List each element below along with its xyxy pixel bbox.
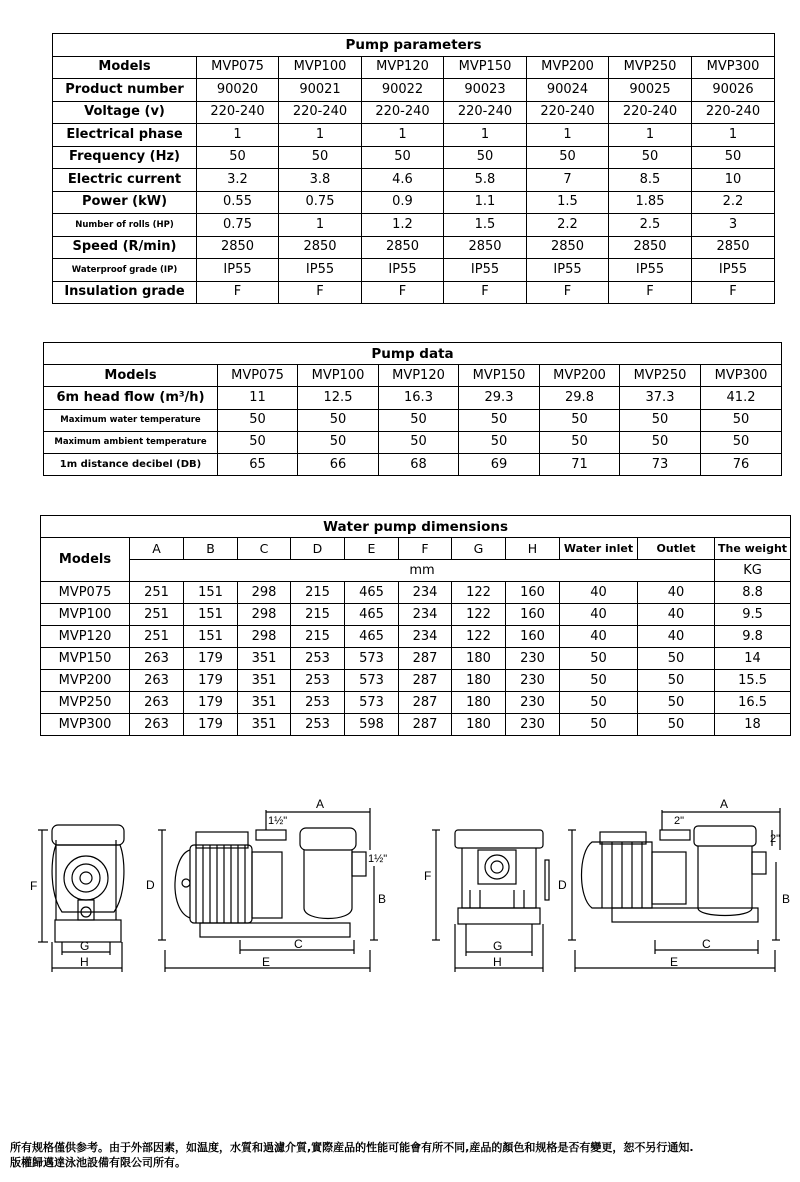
table-row — [41, 582, 791, 604]
table-cell: 2850 — [692, 236, 775, 259]
table-cell: IP55 — [692, 259, 775, 282]
table-cell: 298 — [238, 604, 291, 626]
model-header: MVP100 — [298, 365, 379, 387]
row-model: MVP200 — [41, 670, 130, 692]
model-header: MVP120 — [362, 56, 444, 79]
table-cell: IP55 — [444, 259, 527, 282]
table-cell: 7 — [527, 169, 609, 192]
row-model: MVP150 — [41, 648, 130, 670]
table-cell: 465 — [345, 604, 399, 626]
table-cell: 12.5 — [298, 387, 379, 409]
table-cell: F — [279, 281, 362, 304]
table-cell: IP55 — [197, 259, 279, 282]
table-cell: 50 — [560, 648, 638, 670]
table-cell: 253 — [291, 692, 345, 714]
row-label: Voltage (v) — [53, 101, 197, 124]
table-cell: 50 — [701, 409, 782, 431]
pump-data-table — [43, 342, 782, 476]
label-h-1: H — [80, 955, 89, 969]
row-label: Product number — [53, 79, 197, 102]
table-cell: 50 — [527, 146, 609, 169]
table-cell: 3 — [692, 214, 775, 237]
table-cell: 287 — [399, 714, 452, 736]
models-row — [44, 365, 782, 387]
footer-line-1: 所有规格僅供参考。由于外部因素，如温度，水質和過濾介質,實際産品的性能可能會有所不同,産品的顏色和规格是否有變更，恕不另行通知. — [10, 1141, 694, 1154]
table-cell: 160 — [506, 582, 560, 604]
label-g-1: G — [80, 939, 90, 953]
table-cell: 71 — [540, 453, 620, 475]
model-header: MVP300 — [701, 365, 782, 387]
unit-kg: KG — [715, 560, 791, 582]
table-cell: 1.5 — [527, 191, 609, 214]
table-cell: 16.5 — [715, 692, 791, 714]
row-label: 1m distance decibel (DB) — [44, 453, 218, 475]
model-header: MVP150 — [459, 365, 540, 387]
table-cell: 50 — [218, 431, 298, 453]
models-label: Models — [53, 56, 197, 79]
table-cell: 50 — [279, 146, 362, 169]
row-label: Waterproof grade (IP) — [53, 259, 197, 282]
units-row — [41, 560, 791, 582]
table-cell: 2850 — [609, 236, 692, 259]
table-cell: 50 — [298, 431, 379, 453]
label-d-2: D — [558, 878, 567, 892]
table-cell: F — [692, 281, 775, 304]
table-cell: 230 — [506, 648, 560, 670]
table-cell: 351 — [238, 648, 291, 670]
row-label: Power (kW) — [53, 191, 197, 214]
table-cell: 220-240 — [279, 101, 362, 124]
table-cell: 263 — [130, 670, 184, 692]
table-cell: 151 — [184, 582, 238, 604]
table-cell: 180 — [452, 648, 506, 670]
table-cell: 0.75 — [197, 214, 279, 237]
table-cell: 179 — [184, 648, 238, 670]
table-cell: 230 — [506, 670, 560, 692]
row-model: MVP300 — [41, 714, 130, 736]
table-row — [44, 409, 782, 431]
row-model: MVP075 — [41, 582, 130, 604]
table-cell: 40 — [560, 604, 638, 626]
label-pipe-large-1: 2" — [674, 815, 685, 827]
table-cell: 0.75 — [279, 191, 362, 214]
table-cell: 2850 — [197, 236, 279, 259]
table-cell: 253 — [291, 648, 345, 670]
table-cell: 10 — [692, 169, 775, 192]
label-pipe-large-2: 2" — [770, 833, 781, 845]
table-row — [53, 281, 775, 304]
table-cell: F — [197, 281, 279, 304]
model-header: MVP250 — [620, 365, 701, 387]
table-cell: 230 — [506, 692, 560, 714]
label-a-2: A — [720, 797, 729, 811]
model-header: MVP300 — [692, 56, 775, 79]
table-cell: 0.55 — [197, 191, 279, 214]
table-cell: 50 — [197, 146, 279, 169]
table-cell: 40 — [638, 582, 715, 604]
table-cell: 50 — [638, 670, 715, 692]
row-label: Speed (R/min) — [53, 236, 197, 259]
table-row — [41, 648, 791, 670]
table-cell: 1 — [197, 124, 279, 147]
row-label: Insulation grade — [53, 281, 197, 304]
table-cell: F — [362, 281, 444, 304]
table-cell: 251 — [130, 582, 184, 604]
model-header: MVP120 — [379, 365, 459, 387]
table-cell: 160 — [506, 604, 560, 626]
row-label: 6m head flow (m³/h) — [44, 387, 218, 409]
model-header: MVP075 — [218, 365, 298, 387]
table-cell: 251 — [130, 604, 184, 626]
front-view-large-pump — [432, 830, 549, 972]
label-h-2: H — [493, 955, 502, 969]
table-cell: 29.3 — [459, 387, 540, 409]
table-cell: 1.1 — [444, 191, 527, 214]
table-cell: 50 — [298, 409, 379, 431]
table-cell: 50 — [540, 409, 620, 431]
table-cell: 573 — [345, 692, 399, 714]
table-cell: 179 — [184, 692, 238, 714]
label-pipe-small-1: 1½" — [268, 815, 288, 827]
table-cell: IP55 — [362, 259, 444, 282]
row-label: Maximum water temperature — [44, 409, 218, 431]
table-cell: 14 — [715, 648, 791, 670]
table-cell: 253 — [291, 670, 345, 692]
table-row — [44, 453, 782, 475]
model-header: MVP200 — [527, 56, 609, 79]
table-cell: 298 — [238, 582, 291, 604]
table-cell: 50 — [218, 409, 298, 431]
table-cell: 8.5 — [609, 169, 692, 192]
row-model: MVP120 — [41, 626, 130, 648]
table-cell: 215 — [291, 604, 345, 626]
table-cell: 40 — [560, 626, 638, 648]
column-header: G — [452, 538, 506, 560]
table-cell: 16.3 — [379, 387, 459, 409]
table-cell: 76 — [701, 453, 782, 475]
table-cell: 234 — [399, 582, 452, 604]
models-label: Models — [44, 365, 218, 387]
row-label: Electric current — [53, 169, 197, 192]
table-cell: 351 — [238, 714, 291, 736]
table-cell: 50 — [638, 714, 715, 736]
label-b-2: B — [782, 892, 791, 906]
table-cell: 9.8 — [715, 626, 791, 648]
table-cell: 230 — [506, 714, 560, 736]
table-cell: IP55 — [279, 259, 362, 282]
table-cell: 50 — [379, 409, 459, 431]
table-cell: 68 — [379, 453, 459, 475]
table-cell: 66 — [298, 453, 379, 475]
label-c-2: C — [702, 937, 711, 951]
model-header: MVP200 — [540, 365, 620, 387]
table-row — [53, 191, 775, 214]
table-cell: 41.2 — [701, 387, 782, 409]
label-e-2: E — [670, 955, 679, 969]
table-cell: F — [444, 281, 527, 304]
table-cell: 465 — [345, 582, 399, 604]
models-label: Models — [41, 538, 130, 582]
model-header: MVP250 — [609, 56, 692, 79]
table-cell: 50 — [701, 431, 782, 453]
label-d-1: D — [146, 878, 155, 892]
table-cell: 50 — [379, 431, 459, 453]
table-cell: 2850 — [362, 236, 444, 259]
table-cell: 90021 — [279, 79, 362, 102]
table-row — [53, 259, 775, 282]
table-cell: 73 — [620, 453, 701, 475]
table-cell: 65 — [218, 453, 298, 475]
table-cell: 2.2 — [527, 214, 609, 237]
columns-row — [41, 538, 791, 560]
models-row — [53, 56, 775, 79]
table-cell: 1 — [444, 124, 527, 147]
table-cell: 160 — [506, 626, 560, 648]
table-cell: 90020 — [197, 79, 279, 102]
table-cell: 287 — [399, 670, 452, 692]
table-cell: 1.5 — [444, 214, 527, 237]
model-header: MVP150 — [444, 56, 527, 79]
table-cell: 351 — [238, 692, 291, 714]
table-cell: 220-240 — [362, 101, 444, 124]
table-cell: 50 — [560, 692, 638, 714]
table-cell: 465 — [345, 626, 399, 648]
table-cell: 50 — [609, 146, 692, 169]
table-cell: 122 — [452, 626, 506, 648]
table-cell: 598 — [345, 714, 399, 736]
column-header: Outlet — [638, 538, 715, 560]
table-row — [53, 146, 775, 169]
label-f-2: F — [424, 869, 432, 883]
table-cell: 50 — [560, 670, 638, 692]
table-cell: IP55 — [527, 259, 609, 282]
column-header: D — [291, 538, 345, 560]
table-cell: 90023 — [444, 79, 527, 102]
table-cell: 1 — [692, 124, 775, 147]
table-cell: 179 — [184, 670, 238, 692]
table-cell: 234 — [399, 626, 452, 648]
table-cell: 50 — [444, 146, 527, 169]
table-cell: 90025 — [609, 79, 692, 102]
row-model: MVP100 — [41, 604, 130, 626]
table-row — [53, 236, 775, 259]
column-header: Water inlet — [560, 538, 638, 560]
table-cell: IP55 — [609, 259, 692, 282]
column-header: F — [399, 538, 452, 560]
table-cell: 90024 — [527, 79, 609, 102]
table-cell: 4.6 — [362, 169, 444, 192]
table-row — [41, 626, 791, 648]
column-header: H — [506, 538, 560, 560]
table-cell: 50 — [459, 409, 540, 431]
table-cell: 2.5 — [609, 214, 692, 237]
column-header: The weight — [715, 538, 791, 560]
table-cell: 220-240 — [609, 101, 692, 124]
table-cell: 11 — [218, 387, 298, 409]
pump-parameters-title: Pump parameters — [53, 34, 775, 57]
table-cell: 234 — [399, 604, 452, 626]
table-cell: 263 — [130, 648, 184, 670]
table-cell: 179 — [184, 714, 238, 736]
table-row — [53, 79, 775, 102]
table-cell: 9.5 — [715, 604, 791, 626]
table-cell: 2850 — [279, 236, 362, 259]
table-cell: 2850 — [527, 236, 609, 259]
table-cell: 18 — [715, 714, 791, 736]
table-cell: 215 — [291, 582, 345, 604]
table-cell: 50 — [638, 692, 715, 714]
table-cell: 15.5 — [715, 670, 791, 692]
label-c-1: C — [294, 937, 303, 951]
table-cell: 1 — [279, 214, 362, 237]
table-cell: 40 — [638, 604, 715, 626]
table-cell: 220-240 — [692, 101, 775, 124]
table-cell: 50 — [540, 431, 620, 453]
row-label: Frequency (Hz) — [53, 146, 197, 169]
table-cell: F — [527, 281, 609, 304]
table-cell: 90026 — [692, 79, 775, 102]
label-pipe-small-2: 1½" — [368, 853, 388, 865]
table-cell: 90022 — [362, 79, 444, 102]
table-cell: 180 — [452, 692, 506, 714]
table-cell: 8.8 — [715, 582, 791, 604]
table-cell: 1.85 — [609, 191, 692, 214]
table-cell: 50 — [692, 146, 775, 169]
table-cell: F — [609, 281, 692, 304]
column-header: B — [184, 538, 238, 560]
column-header: C — [238, 538, 291, 560]
table-cell: 3.2 — [197, 169, 279, 192]
table-cell: 151 — [184, 604, 238, 626]
table-cell: 1.2 — [362, 214, 444, 237]
table-cell: 3.8 — [279, 169, 362, 192]
table-row — [53, 101, 775, 124]
table-cell: 37.3 — [620, 387, 701, 409]
row-label: Electrical phase — [53, 124, 197, 147]
unit-mm: mm — [130, 560, 715, 582]
table-cell: 573 — [345, 670, 399, 692]
row-model: MVP250 — [41, 692, 130, 714]
table-row — [53, 169, 775, 192]
pump-parameters-table — [52, 33, 775, 304]
label-e-1: E — [262, 955, 271, 969]
label-f-1: F — [30, 879, 38, 893]
table-cell: 351 — [238, 670, 291, 692]
table-cell: 0.9 — [362, 191, 444, 214]
model-header: MVP100 — [279, 56, 362, 79]
table-cell: 1 — [279, 124, 362, 147]
pump-data-title: Pump data — [44, 343, 782, 365]
side-view-small-pump — [158, 808, 378, 972]
pump-dimension-drawings — [0, 790, 800, 990]
table-cell: 220-240 — [197, 101, 279, 124]
table-cell: 287 — [399, 692, 452, 714]
table-cell: 5.8 — [444, 169, 527, 192]
table-row — [44, 387, 782, 409]
table-cell: 251 — [130, 626, 184, 648]
model-header: MVP075 — [197, 56, 279, 79]
table-row — [41, 692, 791, 714]
table-cell: 122 — [452, 582, 506, 604]
table-cell: 40 — [638, 626, 715, 648]
table-cell: 1 — [362, 124, 444, 147]
table-cell: 2850 — [444, 236, 527, 259]
side-view-large-pump — [568, 808, 780, 972]
table-cell: 50 — [560, 714, 638, 736]
table-cell: 263 — [130, 714, 184, 736]
water-pump-dimensions-table — [40, 515, 791, 736]
table-cell: 50 — [459, 431, 540, 453]
table-cell: 151 — [184, 626, 238, 648]
table-cell: 253 — [291, 714, 345, 736]
label-b-1: B — [378, 892, 387, 906]
label-g-2: G — [493, 939, 503, 953]
table-row — [41, 604, 791, 626]
table-cell: 287 — [399, 648, 452, 670]
table-row — [53, 214, 775, 237]
table-row — [41, 714, 791, 736]
column-header: E — [345, 538, 399, 560]
table-cell: 40 — [560, 582, 638, 604]
table-cell: 220-240 — [444, 101, 527, 124]
label-a-1: A — [316, 797, 325, 811]
table-cell: 122 — [452, 604, 506, 626]
table-row — [41, 670, 791, 692]
footer-line-2: 版權歸邁達泳池設備有限公司所有。 — [10, 1156, 186, 1169]
table-row — [44, 431, 782, 453]
table-row — [53, 124, 775, 147]
table-cell: 180 — [452, 670, 506, 692]
table-cell: 50 — [362, 146, 444, 169]
footer-disclaimer — [10, 1140, 790, 1170]
table-cell: 1 — [609, 124, 692, 147]
dimensions-title: Water pump dimensions — [41, 516, 791, 538]
table-cell: 180 — [452, 714, 506, 736]
table-cell: 29.8 — [540, 387, 620, 409]
table-cell: 298 — [238, 626, 291, 648]
column-header: A — [130, 538, 184, 560]
table-cell: 215 — [291, 626, 345, 648]
table-cell: 263 — [130, 692, 184, 714]
table-cell: 50 — [620, 409, 701, 431]
table-cell: 220-240 — [527, 101, 609, 124]
table-cell: 50 — [638, 648, 715, 670]
table-cell: 50 — [620, 431, 701, 453]
row-label: Number of rolls (HP) — [53, 214, 197, 237]
table-cell: 573 — [345, 648, 399, 670]
table-cell: 69 — [459, 453, 540, 475]
table-cell: 2.2 — [692, 191, 775, 214]
row-label: Maximum ambient temperature — [44, 431, 218, 453]
table-cell: 1 — [527, 124, 609, 147]
